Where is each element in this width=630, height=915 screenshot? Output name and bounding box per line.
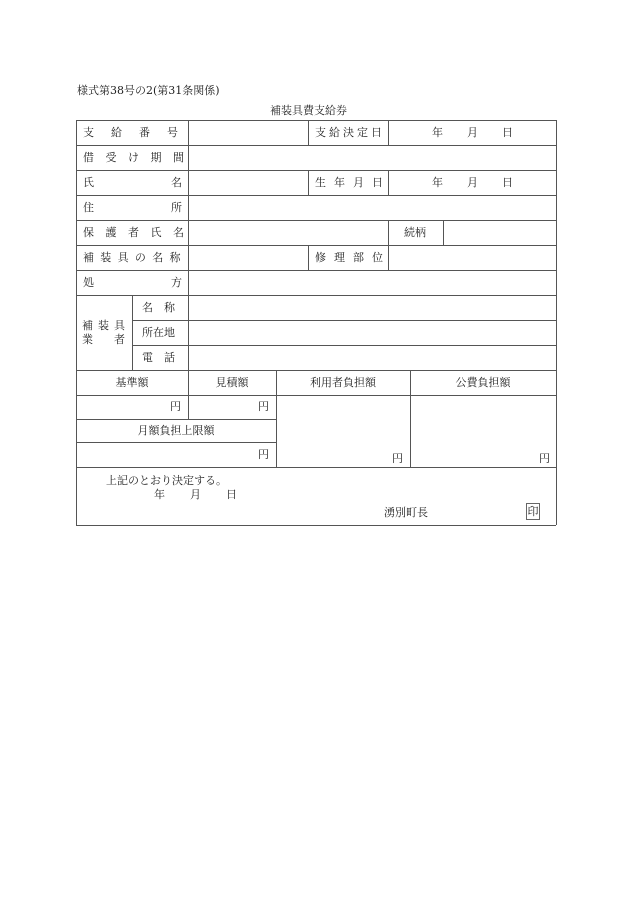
device-name-field[interactable] — [189, 246, 307, 269]
footer-date-year: 年 — [154, 488, 165, 501]
prescription-label-left: 処 — [83, 276, 94, 289]
vendor-group-label-line1: 補装具 — [82, 319, 130, 332]
vendor-group-label-line2-right: 者 — [114, 333, 125, 346]
vendor-phone-field[interactable] — [189, 346, 555, 369]
guardian-name-label: 保護者氏名 — [83, 226, 196, 239]
standard-amount-header: 基準額 — [115, 376, 149, 389]
estimate-amount-header: 見積額 — [215, 376, 249, 389]
signer-title: 湧別町長 — [384, 506, 428, 519]
payment-number-field[interactable] — [189, 121, 307, 144]
decision-statement: 上記のとおり決定する。 — [106, 474, 227, 487]
monthly-cap-field[interactable]: 円 — [258, 448, 269, 461]
relationship-label: 続柄 — [404, 226, 426, 239]
form-number: 様式第38号の2(第31条関係) — [77, 84, 220, 97]
public-burden-field[interactable]: 円 — [539, 452, 550, 465]
vendor-location-field[interactable] — [189, 321, 555, 344]
relationship-field[interactable] — [444, 221, 555, 244]
vendor-location-label: 所在地 — [142, 326, 175, 339]
monthly-cap-label: 月額負担上限額 — [137, 424, 215, 437]
loan-period-field[interactable] — [189, 146, 555, 169]
payment-number-label: 支給番号 — [83, 126, 195, 139]
prescription-field[interactable] — [189, 271, 555, 294]
birthdate-field[interactable]: 年 月 日 — [432, 176, 513, 189]
repair-part-field[interactable] — [389, 246, 555, 269]
device-name-label: 補装具の名称 — [83, 251, 187, 264]
repair-part-label: 修理部位 — [315, 251, 391, 264]
estimate-amount-field[interactable]: 円 — [258, 400, 269, 413]
user-burden-header: 利用者負担額 — [310, 376, 376, 389]
vendor-group-label-line2-left: 業 — [82, 333, 93, 346]
name-label-right: 名 — [171, 176, 182, 189]
birthdate-label: 生年月日 — [315, 176, 391, 189]
name-field[interactable] — [189, 171, 307, 194]
form-title: 補装具費支給券 — [270, 104, 347, 117]
prescription-label-right: 方 — [171, 276, 182, 289]
vendor-name-field[interactable] — [189, 296, 555, 319]
decision-date-label: 支給決定日 — [315, 126, 385, 139]
guardian-name-field[interactable] — [189, 221, 387, 244]
vendor-name-label: 名 称 — [142, 301, 175, 314]
footer-date-day: 日 — [226, 488, 237, 501]
public-burden-header: 公費負担額 — [455, 376, 511, 389]
footer-date-month: 月 — [190, 488, 201, 501]
seal-stamp: 印 — [527, 505, 539, 518]
loan-period-label: 借受け期間 — [83, 151, 196, 164]
decision-date-field[interactable]: 年 月 日 — [432, 126, 513, 139]
address-label-left: 住 — [83, 201, 94, 214]
user-burden-field[interactable]: 円 — [392, 452, 403, 465]
standard-amount-field[interactable]: 円 — [170, 400, 181, 413]
vendor-phone-label: 電 話 — [142, 351, 175, 364]
address-label-right: 所 — [171, 201, 182, 214]
name-label-left: 氏 — [83, 176, 94, 189]
address-field[interactable] — [189, 196, 555, 219]
